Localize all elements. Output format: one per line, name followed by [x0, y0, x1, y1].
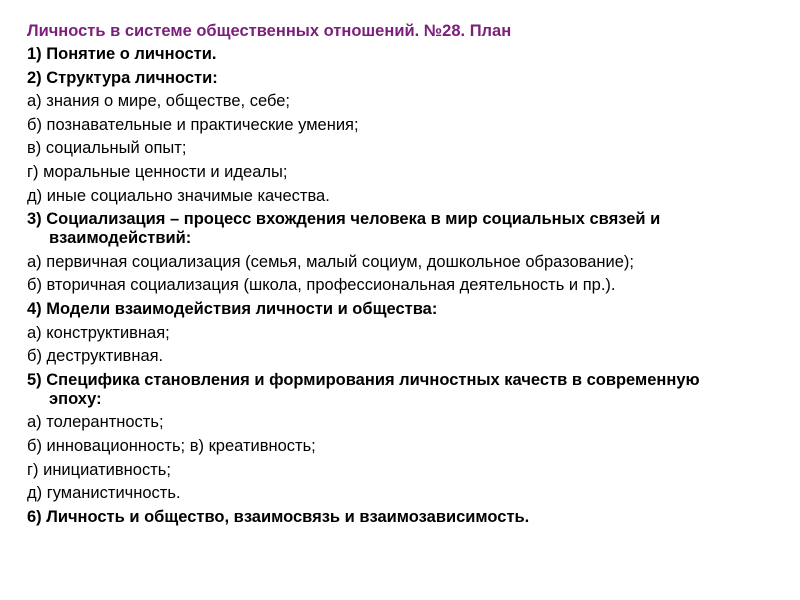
plan-subitem: б) инновационность; в) креативность;	[27, 436, 316, 455]
plan-section-heading: 4) Модели взаимодействия личности и общества:	[27, 299, 438, 318]
plan-subitem: б) познавательные и практические умения;	[27, 115, 359, 134]
plan-subitem: а) конструктивная;	[27, 323, 170, 342]
plan-section-heading: 2) Структура личности:	[27, 68, 218, 87]
plan-section-heading: 1) Понятие о личности.	[27, 45, 217, 63]
plan-subitem: а) первичная социализация (семья, малый социум, дошкольное образование);	[27, 252, 635, 271]
plan-section-heading: 6) Личность и общество, взаимосвязь и взаимозависимость.	[27, 507, 530, 526]
plan-subitem: а) знания о мире, обществе, себе;	[27, 92, 290, 111]
plan-list	[27, 45, 727, 527]
slide-content	[27, 22, 727, 531]
plan-subitem: г) моральные ценности и идеалы;	[27, 162, 288, 181]
plan-section-heading: 5) Специфика становления и формирования личностных качеств в современную эпоху:	[27, 370, 700, 408]
page-title: Личность в системе общественных отношений. №28. План	[27, 22, 512, 40]
plan-subitem: д) гуманистичность.	[27, 484, 181, 503]
plan-subitem: б) вторичная социализация (школа, профессиональная деятельность и пр.).	[27, 276, 616, 295]
plan-section-heading: 3) Социализация – процесс вхождения человека в мир социальных связей и взаимодействий:	[27, 210, 661, 248]
plan-subitem: г) инициативность;	[27, 460, 171, 479]
plan-subitem: а) толерантность;	[27, 413, 164, 432]
plan-subitem: д) иные социально значимые качества.	[27, 186, 330, 205]
plan-subitem: в) социальный опыт;	[27, 139, 187, 158]
plan-subitem: б) деструктивная.	[27, 347, 164, 366]
